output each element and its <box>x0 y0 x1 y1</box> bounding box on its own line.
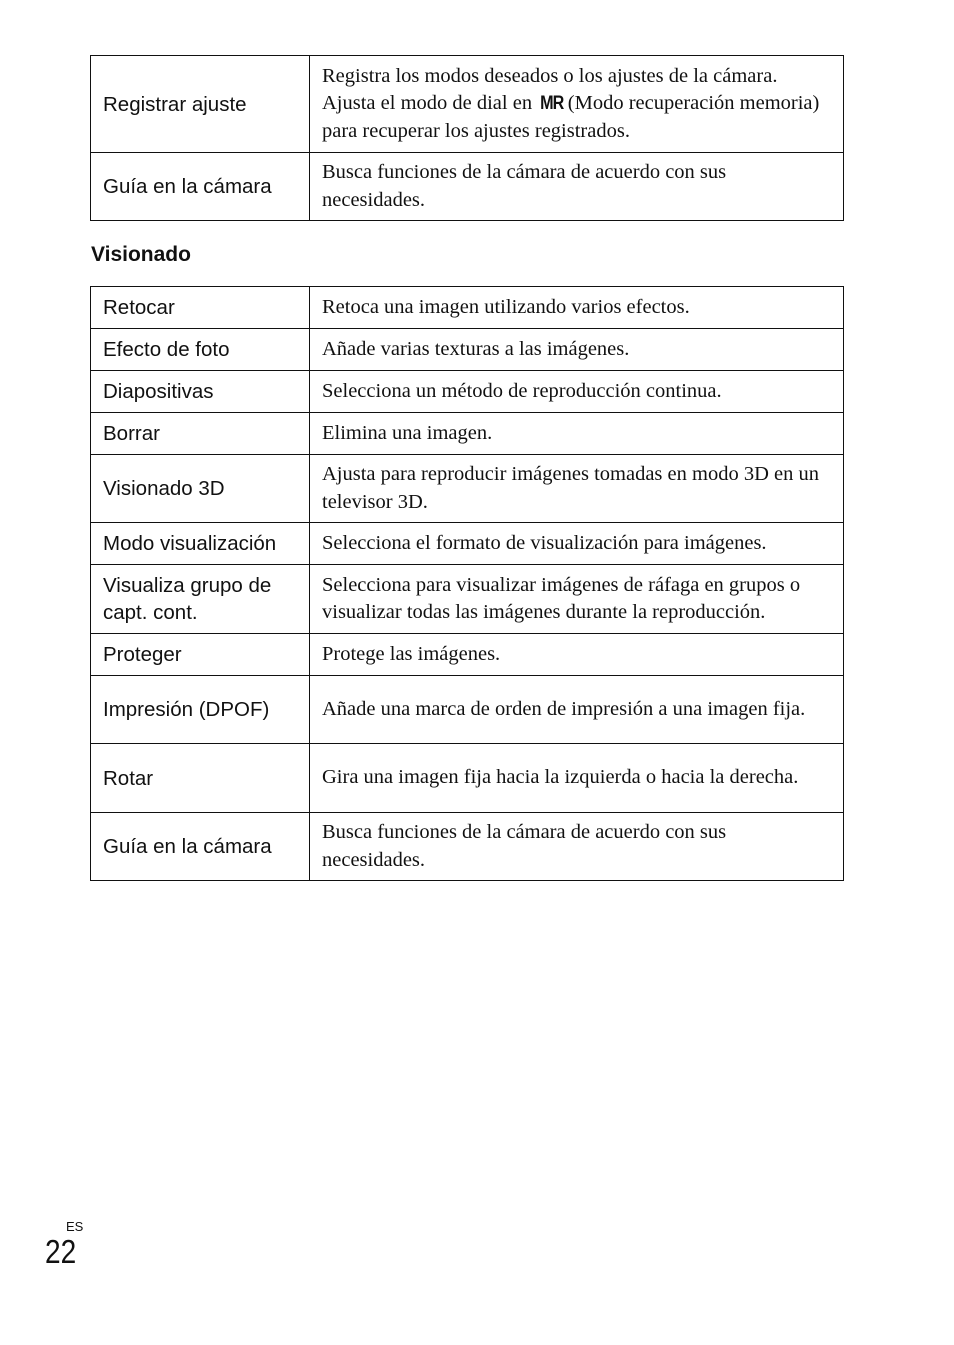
function-name: Guía en la cámara <box>91 153 310 221</box>
table-row <box>91 565 844 634</box>
description-text: (Modo recuperación memoria) para recuperar los ajustes registrados. <box>322 92 820 142</box>
function-description: Añade varias texturas a las imágenes. <box>310 329 844 371</box>
function-name: Efecto de foto <box>91 329 310 371</box>
function-name: Registrar ajuste <box>91 56 310 153</box>
table-row <box>91 813 844 881</box>
function-description: Selecciona un método de reproducción continua. <box>310 371 844 413</box>
function-name: Modo visualización <box>91 523 310 565</box>
table-row <box>91 676 844 744</box>
function-description: Retoca una imagen utilizando varios efectos. <box>310 287 844 329</box>
function-description: Selecciona para visualizar imágenes de ráfaga en grupos o visualizar todas las imágenes durante la reproducción. <box>310 565 844 634</box>
table-row <box>91 744 844 813</box>
table-row <box>91 153 844 221</box>
table-row <box>91 371 844 413</box>
function-description: Elimina una imagen. <box>310 413 844 455</box>
function-name: Guía en la cámara <box>91 813 310 881</box>
page-number: 22 <box>45 1233 77 1270</box>
description-text: Ajusta el modo de dial en <box>322 92 538 115</box>
section-title: Visionado <box>91 243 191 266</box>
function-name: Visualiza grupo de capt. cont. <box>91 565 310 634</box>
table-row <box>91 287 844 329</box>
function-description: Busca funciones de la cámara de acuerdo con sus necesidades. <box>310 813 844 881</box>
table-row <box>91 413 844 455</box>
description-line: Registra los modos deseados o los ajustes de la cámara. <box>322 64 778 87</box>
function-name: Visionado 3D <box>91 455 310 523</box>
function-description <box>310 56 844 153</box>
function-description: Selecciona el formato de visualización para imágenes. <box>310 523 844 565</box>
table-row <box>91 634 844 676</box>
function-name: Diapositivas <box>91 371 310 413</box>
function-name: Rotar <box>91 744 310 813</box>
page-language-label: ES <box>66 1219 84 1234</box>
function-description: Gira una imagen fija hacia la izquierda o hacia la derecha. <box>310 744 844 813</box>
function-name: Retocar <box>91 287 310 329</box>
function-description: Busca funciones de la cámara de acuerdo con sus necesidades. <box>310 153 844 221</box>
mr-mode-icon: MR <box>540 93 564 115</box>
table-row <box>91 523 844 565</box>
table-row <box>91 56 844 153</box>
function-name: Impresión (DPOF) <box>91 676 310 744</box>
table-row <box>91 329 844 371</box>
function-description: Añade una marca de orden de impresión a una imagen fija. <box>310 676 844 744</box>
function-description: Protege las imágenes. <box>310 634 844 676</box>
function-name: Borrar <box>91 413 310 455</box>
settings-table <box>90 55 844 221</box>
table-row <box>91 455 844 523</box>
function-name: Proteger <box>91 634 310 676</box>
function-description: Ajusta para reproducir imágenes tomadas en modo 3D en un televisor 3D. <box>310 455 844 523</box>
visionado-table <box>90 286 844 881</box>
